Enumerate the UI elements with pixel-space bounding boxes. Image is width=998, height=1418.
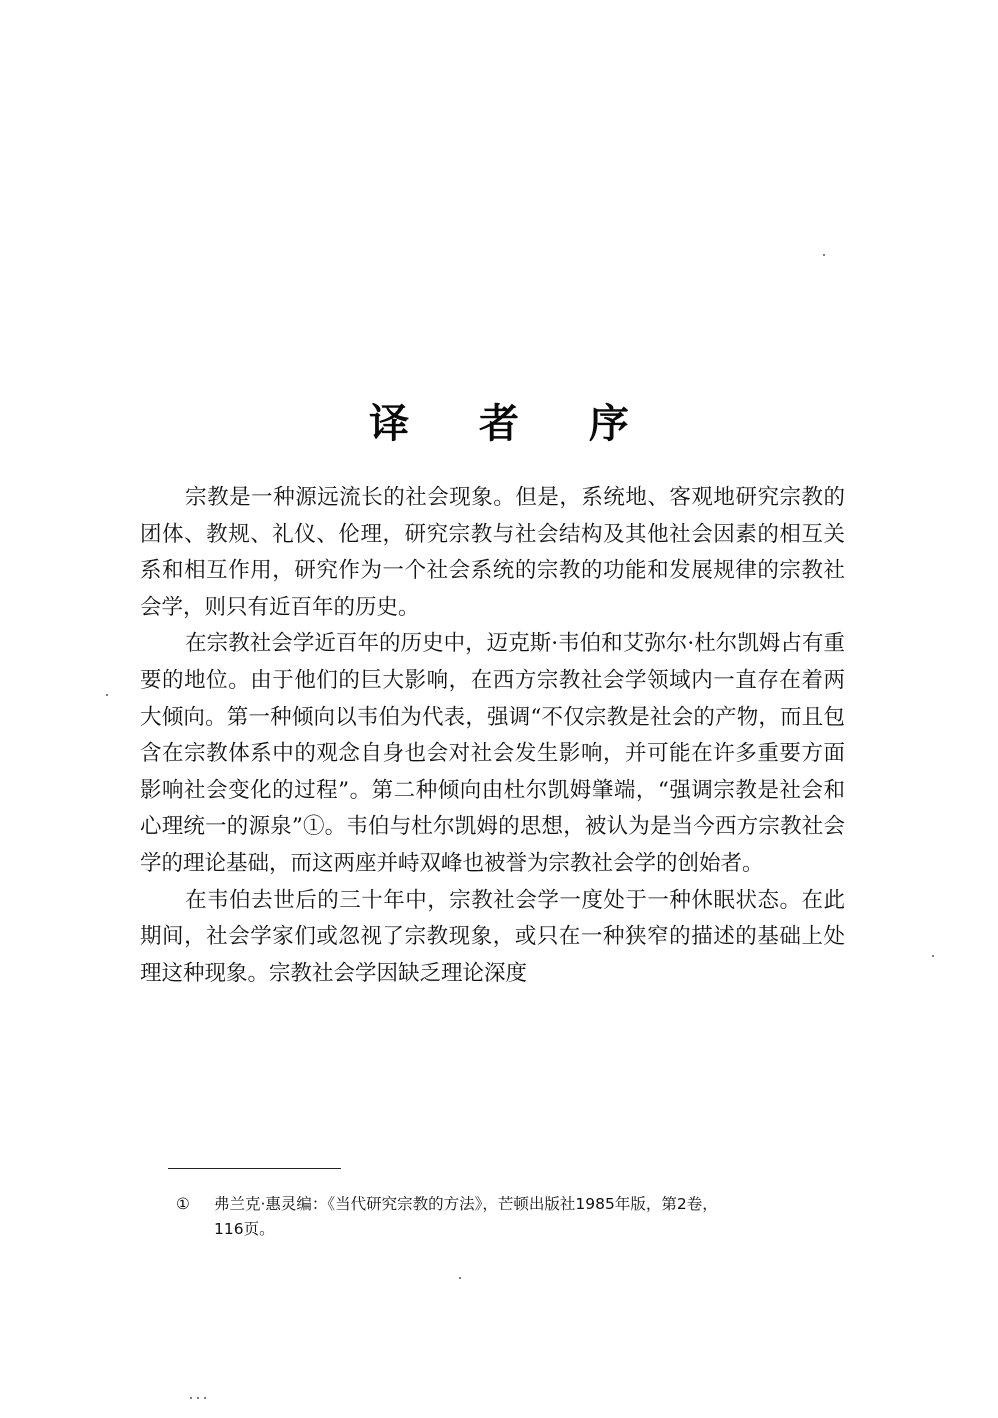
scan-speck xyxy=(459,1277,461,1279)
scan-speck xyxy=(190,1397,192,1399)
footnote-marker: ① xyxy=(176,1195,190,1213)
footnote-divider xyxy=(168,1168,341,1169)
footnote-line-2: 116页。 xyxy=(214,1220,275,1238)
scan-speck xyxy=(823,254,825,256)
scan-speck xyxy=(204,1397,206,1399)
paragraph-3: 在韦伯去世后的三十年中，宗教社会学一度处于一种休眠状态。在此期间，社会学家们或忽视了宗教现象，或只在一种狭窄的描述的基础上处理这种现象。宗教社会学因缺乏理论深度 xyxy=(140,887,845,986)
footnote xyxy=(176,1192,836,1242)
page-title: 译 者 序 xyxy=(369,401,657,447)
scan-speck xyxy=(932,955,934,957)
paragraph-1: 宗教是一种源远流长的社会现象。但是，系统地、客观地研究宗教的团体、教规、礼仪、伦理，研究宗教与社会结构及其他社会因素的相互关系和相互作用，研究作为一个社会系统的宗教的功能和发展规律的宗教社会学，则只有近百年的历史。 xyxy=(140,485,845,620)
scan-speck xyxy=(197,1397,199,1399)
scan-speck xyxy=(106,694,108,696)
footnote-text-1: 弗兰克·惠灵编：《当代研究宗教的方法》，芒顿出版社1985年版，第2卷， xyxy=(214,1195,718,1213)
footnote-line-1 xyxy=(176,1192,836,1217)
paragraph-2: 在宗教社会学近百年的历史中，迈克斯·韦伯和艾弥尔·杜尔凯姆占有重要的地位。由于他们的巨大影响，在西方宗教社会学领域内一直存在着两大倾向。第一种倾向以韦伯为代表，强调“不仅宗教是社会的产物，而且包含在宗教体系中的观念自身也会对社会发生影响，并可能在许多重要方面影响社会变化的过程”。第二种倾向由杜尔凯姆肇端，“强调宗教是社会和心理统一的源泉”①。韦伯与杜尔凯姆的思想，被认为是当今西方宗教社会学的理论基础，而这两座并峙双峰也被誉为宗教社会学的创始者。 xyxy=(140,631,845,876)
body-text xyxy=(140,480,845,992)
